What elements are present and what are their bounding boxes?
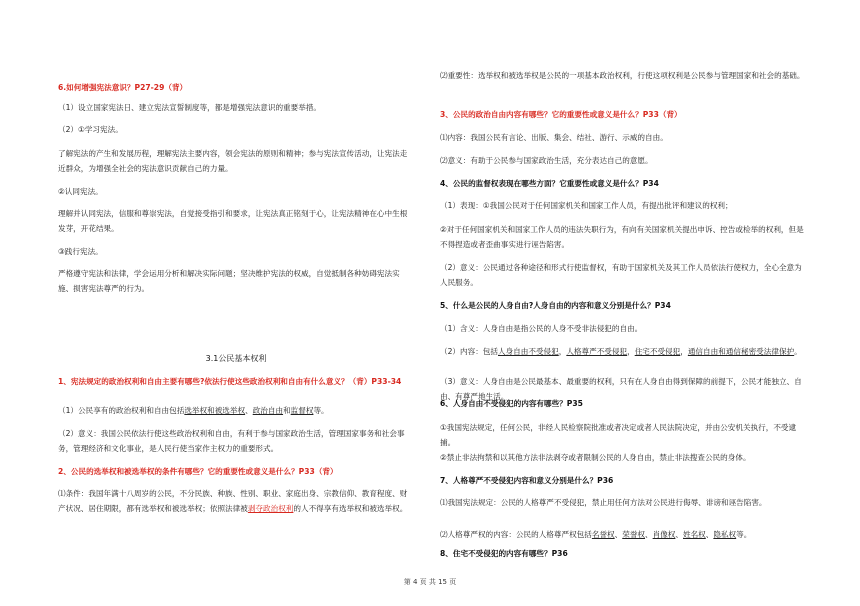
answer-paragraph: 严格遵守宪法和法律，学会运用分析和解决实际问题；坚决维护宪法的权威，自觉抵制各种妨碍宪法实施、损害宪法尊严的行为。 xyxy=(58,269,400,293)
answer-paragraph: ⑴我国宪法规定：公民的人格尊严不受侵犯，禁止用任何方法对公民进行侮辱、诽谤和诬告陷害。 xyxy=(440,498,767,507)
answer-line: ⑴内容：我国公民有言论、出版、集会、结社、游行、示威的自由。 xyxy=(440,133,668,142)
question-3-heading: 3、公民的政治自由内容有哪些？它的重要性或意义是什么？P33（背） xyxy=(440,110,682,119)
answer-paragraph: （2）意义：公民通过各种途径和形式行使监督权，有助于国家机关及其工作人员依法行使权力，全心全意为人民服务。 xyxy=(440,263,802,287)
question-6-heading: 6、人身自由不受侵犯的内容有哪些？P35 xyxy=(440,399,583,408)
answer-line: ⑵人格尊严权的内容：公民的人格尊严权包括名誉权、荣誉权、肖像权、姓名权、隐私权等。 xyxy=(440,530,752,539)
answer-paragraph: （2）内容：包括人身自由不受侵犯，人格尊严不受侵犯，住宅不受侵犯，通信自由和通信秘密受法律保护。 xyxy=(440,347,802,356)
answer-line: （1）表现：①我国公民对于任何国家机关和国家工作人员，有提出批评和建议的权利； xyxy=(440,201,733,210)
answer-paragraph: ②禁止非法拘禁和以其他方法非法剥夺或者限制公民的人身自由，禁止非法搜查公民的身体。 xyxy=(440,453,751,462)
question-2-heading: 2、公民的选举权和被选举权的条件有哪些？它的重要性或意义是什么？P33（背） xyxy=(58,467,338,476)
answer-line: （1）公民享有的政治权利和自由包括选举权和被选举权、政治自由和监督权等。 xyxy=(58,406,329,415)
answer-paragraph: 了解宪法的产生和发展历程，理解宪法主要内容，领会宪法的原则和精神；参与宪法宣传活动，让宪法走近群众，为增强全社会的宪法意识贡献自己的力量。 xyxy=(58,149,408,173)
answer-paragraph: （3）意义：人身自由是公民最基本、最重要的权利，只有在人身自由得到保障的前提下，公民才能独立、自由、有尊严地生活。 xyxy=(440,377,802,401)
answer-line: （1）含义：人身自由是指公民的人身不受非法侵犯的自由。 xyxy=(440,324,643,333)
answer-line: ③践行宪法。 xyxy=(58,247,103,256)
page-footer: 第 4 页 共 15 页 xyxy=(403,578,457,586)
question-6-heading: 6.如何增强宪法意识？P27-29（背） xyxy=(58,83,188,92)
answer-paragraph: 理解并认同宪法，信服和尊崇宪法，自觉接受指引和要求，让宪法真正铭刻于心，让宪法精神在心中生根发芽，开花结果。 xyxy=(58,209,408,233)
question-7-heading: 7、人格尊严不受侵犯内容和意义分别是什么？P36 xyxy=(440,476,614,485)
answer-line: （1）设立国家宪法日、建立宪法宣誓制度等，都是增强宪法意识的重要举措。 xyxy=(58,103,322,112)
answer-paragraph: ⑴条件：我国年满十八周岁的公民，不分民族、种族、性别、职业、家庭出身、宗教信仰、教育程度、财产状况、居住期限，都有选举权和被选举权；依照法律被剥夺政治权利的人不得享有选举权和被选举权。 xyxy=(58,489,408,513)
question-5-heading: 5、什么是公民的人身自由?人身自由的内容和意义分别是什么？P34 xyxy=(440,301,671,310)
section-title: 3.1公民基本权利 xyxy=(205,354,267,363)
question-4-heading: 4、公民的监督权表现在哪些方面？它重要性或意义是什么？P34 xyxy=(440,179,659,188)
question-1-heading: 1、宪法规定的政治权利和自由主要有哪些?依法行使这些政治权利和自由有什么意义？（背）P33-34 xyxy=(58,377,402,386)
answer-line: ②认同宪法。 xyxy=(58,187,103,196)
answer-paragraph: ①我国宪法规定，任何公民，非经人民检察院批准或者决定或者人民法院决定，并由公安机关执行，不受逮捕。 xyxy=(440,423,797,447)
answer-line: ⑵意义：有助于公民参与国家政治生活，充分表达自己的意愿。 xyxy=(440,156,653,165)
answer-paragraph: （2）意义：我国公民依法行使这些政治权利和自由，有利于参与国家政治生活，管理国家事务和社会事务，管理经济和文化事业，是人民行使当家作主权力的重要形式。 xyxy=(58,429,405,453)
answer-paragraph: ②对于任何国家机关和国家工作人员的违法失职行为，有向有关国家机关提出申诉、控告或检举的权利，但是不得捏造或者歪曲事实进行诬告陷害。 xyxy=(440,225,804,249)
answer-paragraph: ⑵重要性：选举权和被选举权是公民的一项基本政治权利，行使这项权利是公民参与管理国家和社会的基础。 xyxy=(440,71,805,80)
question-8-heading: 8、住宅不受侵犯的内容有哪些？P36 xyxy=(440,549,568,558)
answer-line: （2）①学习宪法。 xyxy=(58,125,123,134)
